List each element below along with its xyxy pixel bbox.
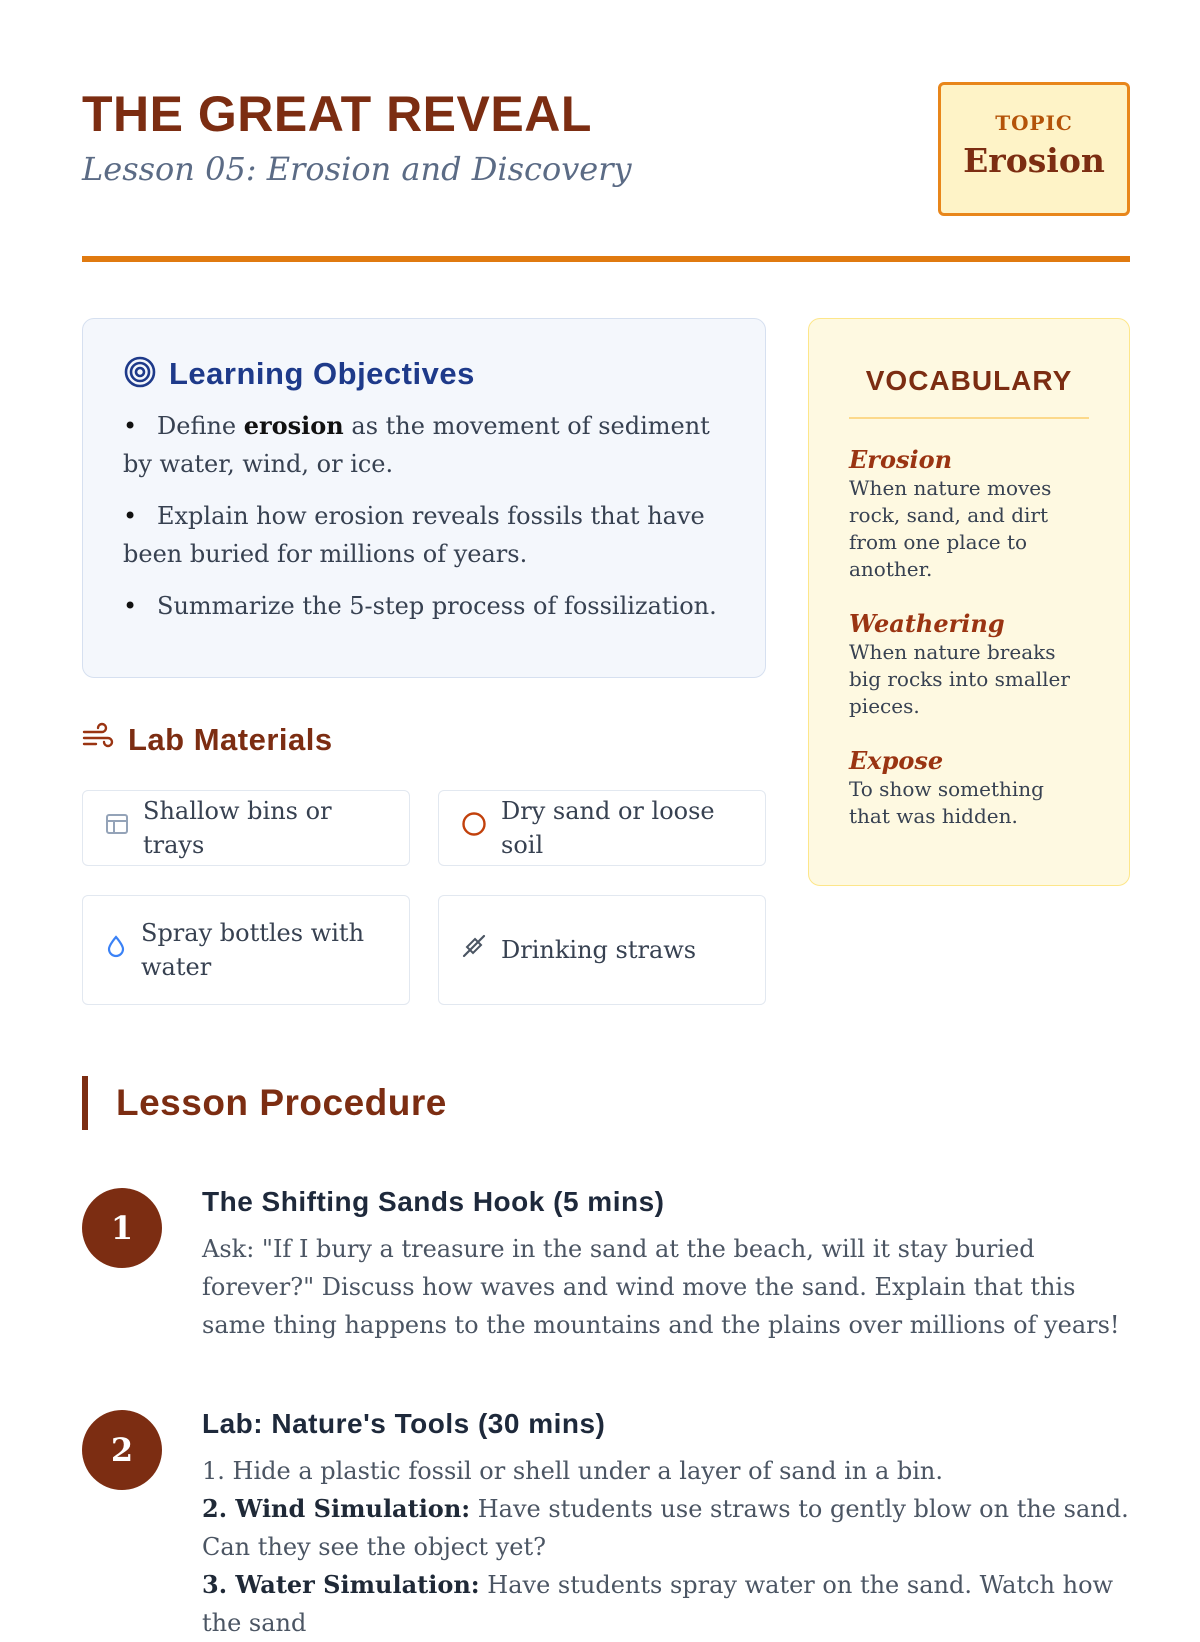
vocab-term — [849, 445, 1089, 583]
page-title: THE GREAT REVEAL — [82, 86, 592, 142]
materials-heading — [82, 722, 333, 758]
vocabulary-card — [808, 318, 1130, 886]
topic-label: TOPIC — [995, 111, 1073, 135]
step-title: Lab: Nature's Tools (30 mins) — [202, 1408, 606, 1439]
wind-icon — [82, 724, 114, 756]
objectives-title: Learning Objectives — [169, 356, 475, 391]
topic-badge — [938, 82, 1130, 216]
procedure-step — [82, 1406, 1130, 1642]
term-definition: When nature breaks big rocks into smaller pieces. — [849, 640, 1070, 718]
term-word: Weathering — [849, 609, 1005, 638]
topic-value: Erosion — [963, 141, 1105, 180]
procedure-title: Lesson Procedure — [116, 1082, 447, 1123]
straw-icon — [461, 933, 487, 968]
step-line: 1. Hide a plastic fossil or shell under a layer of sand in a bin. — [202, 1457, 943, 1485]
term-word: Expose — [849, 746, 944, 775]
material-item — [82, 790, 410, 866]
objective-item: • Explain how erosion reveals fossils that have been buried for millions of years. — [123, 502, 705, 568]
material-label: Spray bottles with water — [141, 919, 365, 981]
objectives-card — [82, 318, 766, 678]
materials-title: Lab Materials — [128, 722, 333, 757]
step-text — [202, 1452, 1130, 1642]
step-line: 2. Wind Simulation: Have students use straws to gently blow on the sand. Can they see the object yet? — [202, 1494, 1129, 1561]
target-icon — [123, 355, 157, 393]
step-line: 3. Water Simulation: Have students spray water on the sand. Watch how the sand — [202, 1570, 1114, 1637]
material-item — [438, 895, 766, 1005]
lesson-subtitle: Lesson 05: Erosion and Discovery — [82, 150, 632, 188]
step-number: 2 — [82, 1410, 162, 1490]
objectives-list — [123, 407, 725, 625]
droplet-icon — [105, 933, 127, 967]
term-definition: When nature moves rock, sand, and dirt from one place to another. — [849, 476, 1052, 581]
vocab-term — [849, 609, 1089, 720]
material-item — [438, 790, 766, 866]
procedure-step — [82, 1184, 1130, 1344]
objectives-heading — [123, 355, 725, 393]
circle-icon — [461, 811, 487, 846]
material-label: Drinking straws — [501, 936, 697, 964]
term-definition: To show something that was hidden. — [849, 777, 1044, 828]
lesson-header — [82, 82, 1130, 262]
term-word: Erosion — [849, 445, 953, 474]
objective-item: • Define erosion as the movement of sediment by water, wind, or ice. — [123, 411, 710, 478]
vocab-term — [849, 746, 1089, 830]
material-label: Shallow bins or trays — [143, 797, 332, 859]
vocabulary-title: VOCABULARY — [849, 365, 1089, 419]
procedure-heading — [82, 1076, 447, 1130]
material-label: Dry sand or loose soil — [501, 797, 715, 859]
step-text: Ask: "If I bury a treasure in the sand at the beach, will it stay buried forever?" Discuss how waves and wind move the sand. Explain that this same thing happens to the mountains and the plains over millions of years! — [202, 1235, 1120, 1339]
objective-item: • Summarize the 5-step process of fossilization. — [123, 592, 717, 620]
header-divider — [82, 256, 1130, 262]
material-item — [82, 895, 410, 1005]
tray-icon — [105, 811, 129, 845]
step-title: The Shifting Sands Hook (5 mins) — [202, 1186, 665, 1217]
step-number: 1 — [82, 1188, 162, 1268]
